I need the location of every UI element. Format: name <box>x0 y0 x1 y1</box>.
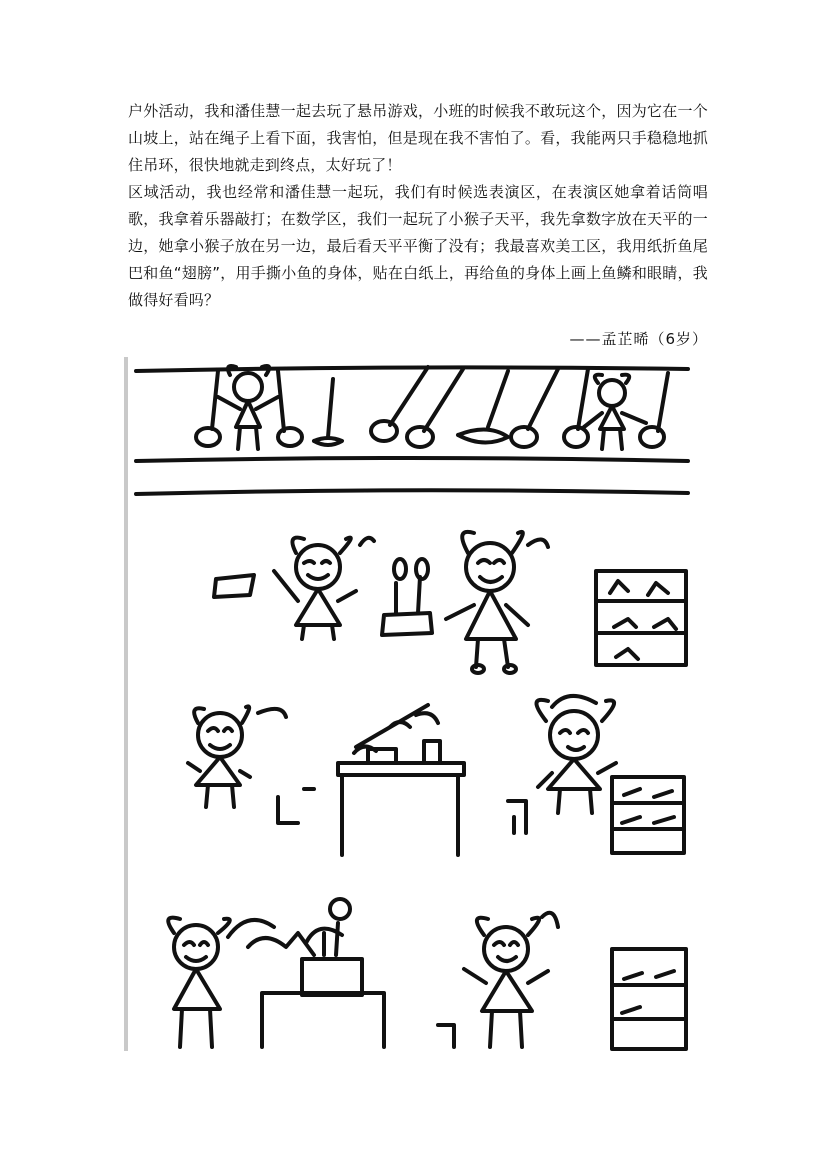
girl-figure <box>218 366 278 449</box>
shelf <box>612 949 686 1049</box>
hanging-rings-scene <box>136 366 688 494</box>
shelf <box>612 777 684 853</box>
girl-figure <box>446 532 548 673</box>
girl-figure <box>438 913 558 1047</box>
shelf <box>596 571 686 665</box>
math-area-scene <box>188 705 464 855</box>
paragraph-area-activity: 区域活动，我也经常和潘佳慧一起玩，我们有时候选表演区，在表演区她拿着话筒唱歌，我拿着乐器敲打；在数学区，我们一起玩了小猴子天平，我先拿数字放在天平的一边，她拿小猴子放在另一边，最后看天平平衡了没有；我最喜欢美工区，我用纸折鱼尾巴和鱼“翅膀”，用手撕小鱼的身体，贴在白纸上，再给鱼的身体上画上鱼鳞和眼睛，我做得好看吗？ <box>128 183 708 309</box>
author-signature: ——孟芷晞（6岁） <box>569 330 708 348</box>
girl-figure <box>584 375 646 449</box>
performance-area-scene <box>214 538 432 639</box>
paragraph-outdoor-activity: 户外活动，我和潘佳慧一起去玩了悬吊游戏，小班的时候我不敢玩这个，因为它在一个山坡上，站在绳子上看下面，我害怕，但是现在我不害怕了。看，我能两只手稳稳地抓住吊环，很快地就走到终点，太好玩了！ <box>128 102 708 174</box>
art-area-scene <box>168 899 384 1047</box>
girl-figure <box>508 696 616 833</box>
child-drawing <box>124 357 690 1051</box>
